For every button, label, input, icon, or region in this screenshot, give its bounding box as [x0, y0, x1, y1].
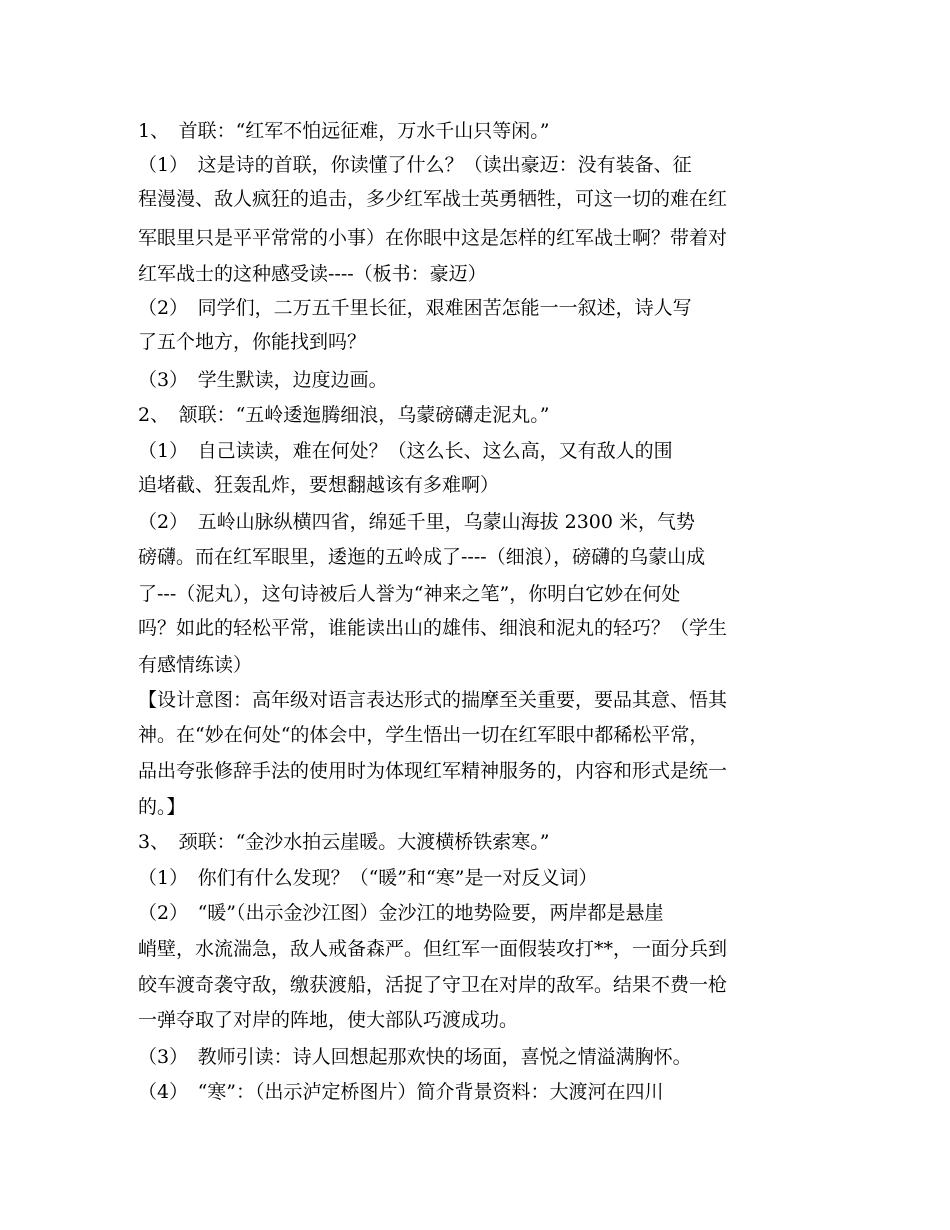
text-line: 了---（泥丸），这句诗被后人誉为“神来之笔”，你明白它妙在何处 [138, 583, 681, 605]
text-line: 品出夸张修辞手法的使用时为体现红军精神服务的，内容和形式是统一 [138, 760, 728, 782]
text-line: 峭壁，水流湍急，敌人戒备森严。但红军一面假装攻打**，一面分兵到 [138, 938, 728, 960]
text-line: （2） “暖”（出示金沙江图）金沙江的地势险要，两岸都是悬崖 [138, 902, 664, 924]
text-line: 2、 颔联：“五岭逶迤腾细浪，乌蒙磅礴走泥丸。” [138, 404, 550, 426]
text-line: 吗？如此的轻松平常，谁能读出山的雄伟、细浪和泥丸的轻巧？（学生 [138, 617, 728, 639]
text-line: （3） 学生默读，边度边画。 [138, 369, 388, 391]
text-line: 皎车渡奇袭守敌，缴获渡船，活捉了守卫在对岸的敌军。结果不费一枪 [138, 974, 728, 996]
text-line: 追堵截、狂轰乱炸，要想翻越该有多难啊） [138, 474, 500, 496]
text-line: 的。】 [138, 796, 186, 818]
text-line: （4） “寒”：（出示泸定桥图片）简介背景资料：大渡河在四川 [138, 1081, 664, 1103]
text-line: 一弹夺取了对岸的阵地，使大部队巧渡成功。 [138, 1009, 519, 1031]
text-line: （2） 同学们，二万五千里长征，艰难困苦怎能一一叙述，诗人写 [138, 297, 692, 319]
text-line: 红军战士的这种感受读----（板书：豪迈） [138, 263, 487, 285]
text-line: （2） 五岭山脉纵横四省，绵延千里，乌蒙山海拔 2300 米，气势 [138, 511, 696, 533]
text-line: （1） 你们有什么发现？（“暖”和“寒”是一对反义词） [138, 867, 598, 889]
text-line: 磅礴。而在红军眼里，逶迤的五岭成了----（细浪），磅礴的乌蒙山成 [138, 546, 706, 568]
text-line: 3、 颈联：“金沙水拍云崖暖。大渡横桥铁索寒。” [138, 831, 550, 853]
text-line: （3） 教师引读：诗人回想起那欢快的场面，喜悦之情溢满胸怀。 [138, 1046, 692, 1068]
text-line: （1） 这是诗的首联，你读懂了什么？（读出豪迈：没有装备、征 [138, 154, 692, 176]
text-line: 有感情练读） [138, 654, 253, 676]
text-line: 程漫漫、敌人疯狂的追击，多少红军战士英勇牺牲，可这一切的难在红 [138, 188, 728, 210]
text-line: 1、 首联：“红军不怕远征难，万水千山只等闲。” [138, 120, 550, 142]
text-line: 军眼里只是平平常常的小事）在你眼中这是怎样的红军战士啊？带着对 [138, 227, 728, 249]
text-line: （1） 自己读读，难在何处？（这么长、这么高，又有敌人的围 [138, 440, 673, 462]
text-line: 神。在“妙在何处“的体会中，学生悟出一切在红军眼中都稀松平常， [138, 724, 709, 746]
text-line: 【设计意图：高年级对语言表达形式的揣摩至关重要，要品其意、悟其 [138, 689, 728, 711]
text-line: 了五个地方，你能找到吗？ [138, 331, 367, 353]
